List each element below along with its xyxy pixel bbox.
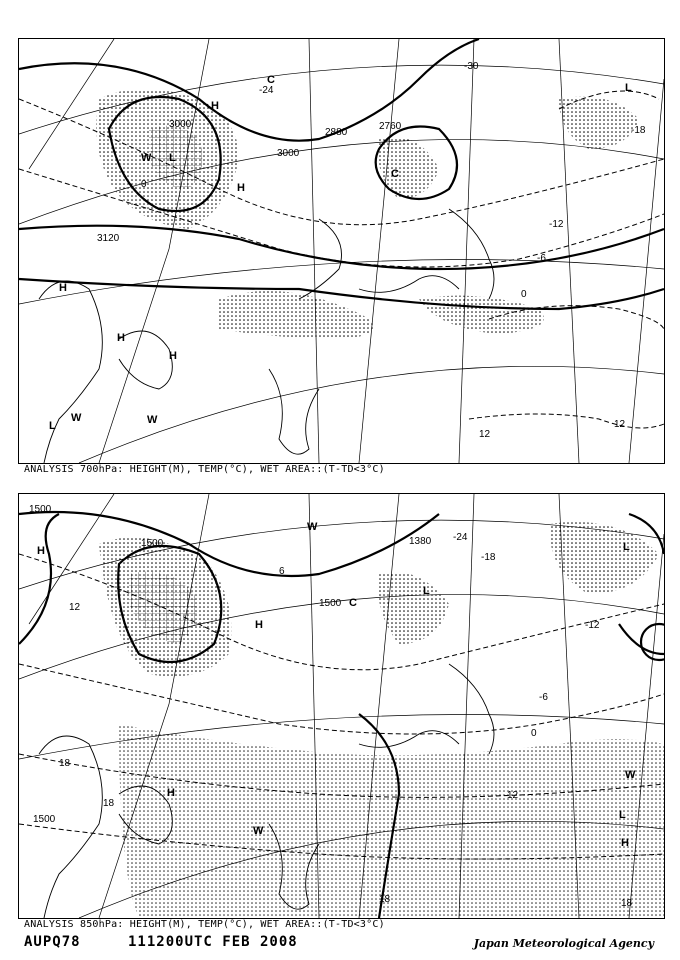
high-center: H — [117, 332, 125, 344]
warm-center: W — [147, 414, 158, 426]
temp-label: 6 — [279, 566, 285, 577]
map-850hpa-canvas — [19, 494, 664, 918]
warm-center: W — [141, 152, 152, 164]
height-label: 3000 — [277, 148, 300, 159]
low-center: L — [619, 809, 626, 821]
temp-label: 18 — [621, 898, 633, 909]
low-center: L — [623, 541, 630, 553]
temp-label: 0 — [531, 728, 537, 739]
cold-center: C — [267, 74, 275, 86]
caption-850hpa: ANALYSIS 850hPa: HEIGHT(M), TEMP(°C), WET AREA::(T-TD<3°C) — [24, 919, 385, 930]
high-center: H — [255, 619, 263, 631]
temp-label: 18 — [379, 894, 391, 905]
temp-label: -18 — [481, 552, 496, 563]
height-label: 3000 — [169, 119, 192, 130]
temp-label: -18 — [631, 125, 646, 136]
height-label: 2880 — [325, 127, 348, 138]
valid-time: 111200UTC FEB 2008 — [128, 934, 298, 950]
height-label: 1500 — [141, 538, 164, 549]
high-center: H — [167, 787, 175, 799]
high-center: H — [237, 182, 245, 194]
temp-label: 12 — [507, 790, 519, 801]
temp-label: 0 — [141, 179, 147, 190]
high-center: H — [211, 100, 219, 112]
temp-label: -12 — [549, 219, 564, 230]
temp-label: 12 — [614, 419, 626, 430]
temp-label: -6 — [539, 692, 548, 703]
height-label: 2760 — [379, 121, 402, 132]
temp-label: -24 — [453, 532, 468, 543]
warm-center: W — [253, 825, 264, 837]
high-center: H — [59, 282, 67, 294]
height-label: 3120 — [97, 233, 120, 244]
agency-name: Japan Meteorological Agency — [473, 937, 654, 950]
map-700hpa-canvas — [19, 39, 664, 463]
temp-label: -12 — [585, 620, 600, 631]
height-label: 1500 — [29, 504, 52, 515]
temp-label: -6 — [537, 253, 546, 264]
low-center: L — [169, 152, 176, 164]
height-label: 1500 — [319, 598, 342, 609]
warm-center: W — [307, 521, 318, 533]
temp-label: 18 — [103, 798, 115, 809]
high-center: H — [169, 350, 177, 362]
map-panel-700hpa — [18, 38, 665, 464]
low-center: L — [423, 585, 430, 597]
low-center: L — [49, 420, 56, 432]
temp-label: 18 — [59, 758, 71, 769]
high-center: H — [621, 837, 629, 849]
temp-label: -30 — [464, 61, 479, 72]
caption-700hpa: ANALYSIS 700hPa: HEIGHT(M), TEMP(°C), WET AREA::(T-TD<3°C) — [24, 464, 385, 475]
low-center: L — [625, 82, 632, 94]
warm-center: W — [625, 769, 636, 781]
high-center: H — [37, 545, 45, 557]
temp-label: 0 — [521, 289, 527, 300]
warm-center: W — [71, 412, 82, 424]
temp-label: 12 — [69, 602, 81, 613]
map-panel-850hpa — [18, 493, 665, 919]
temp-label: -24 — [259, 85, 274, 96]
height-label: 1380 — [409, 536, 432, 547]
wet-areas — [99, 522, 664, 918]
chart-code: AUPQ78 — [24, 934, 81, 950]
height-label: 1500 — [33, 814, 56, 825]
cold-center: C — [391, 168, 399, 180]
cold-center: C — [349, 597, 357, 609]
temp-label: 12 — [479, 429, 491, 440]
